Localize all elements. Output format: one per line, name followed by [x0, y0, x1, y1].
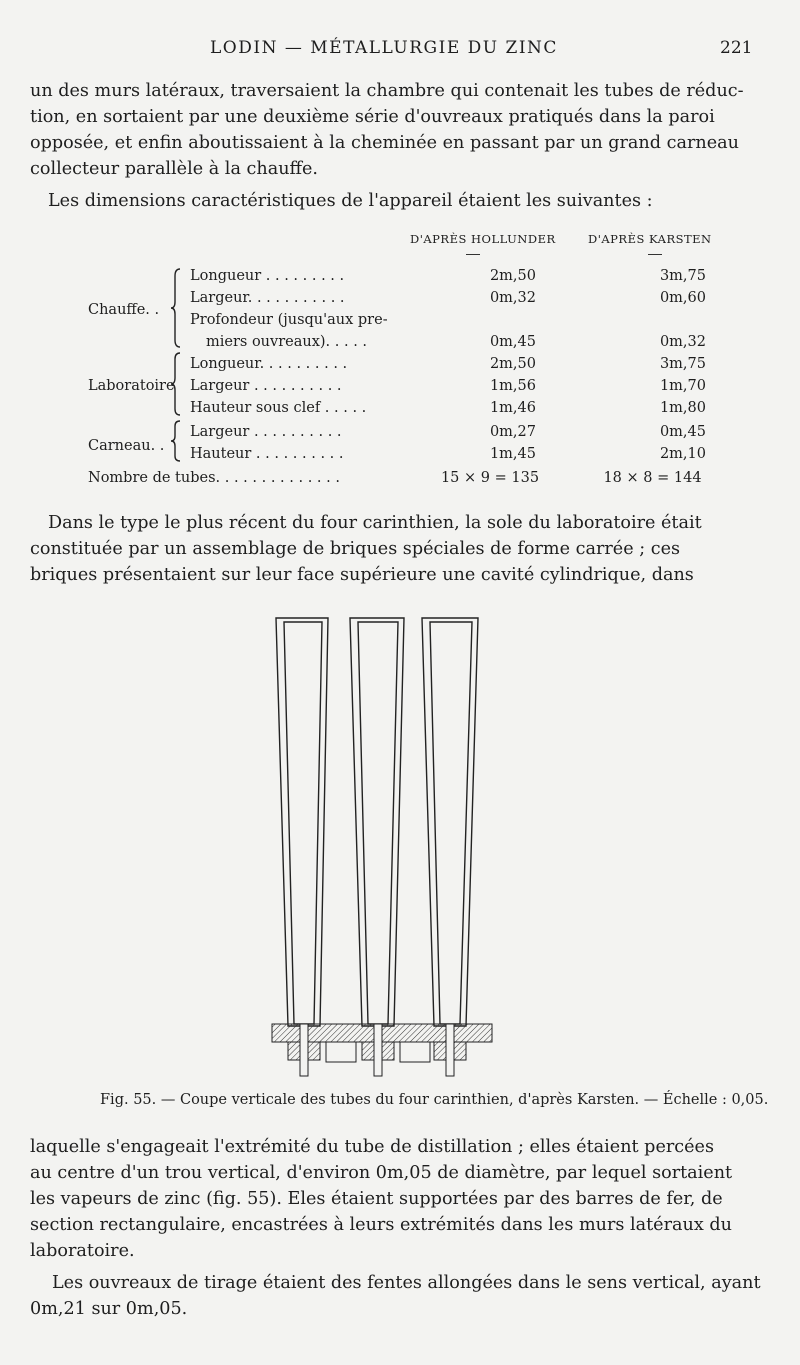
value-hollunder: 0m,45: [489, 334, 536, 350]
running-title: LODIN — MÉTALLURGIE DU ZINC: [210, 38, 558, 58]
text-line: tion, en sortaient par une deuxième série d'ouvreaux pratiqués dans la paroi: [30, 107, 715, 127]
value-karsten: 3m,75: [659, 268, 706, 284]
text-line: au centre d'un trou vertical, d'environ 0m,05 de diamètre, par lequel sortaient: [30, 1163, 733, 1183]
text-line: laboratoire.: [30, 1241, 135, 1261]
table-row: [0, 378, 800, 398]
value-karsten: 3m,75: [659, 356, 706, 372]
group-label-chauffe: Chauffe. .: [88, 302, 160, 318]
tubes-drawing: [276, 618, 478, 1026]
paragraph-1: [30, 78, 760, 182]
text-line: Les dimensions caractéristiques de l'appareil étaient les suivantes :: [48, 191, 653, 211]
row-label: Largeur . . . . . . . . . .: [190, 424, 342, 440]
figure-55-tubes-section: [270, 616, 500, 1078]
value-hollunder: 1m,56: [489, 378, 536, 394]
row-label: miers ouvreaux). . . . .: [206, 334, 368, 350]
text-line: opposée, et enfin aboutissaient à la cheminée en passant par un grand carneau: [30, 133, 739, 153]
table-row-total: [0, 470, 800, 490]
text-line: un des murs latéraux, traversaient la chambre qui contenait les tubes de réduc-: [30, 81, 744, 101]
table-row: [0, 446, 800, 466]
value-karsten: 1m,70: [659, 378, 706, 394]
value-karsten: 0m,60: [659, 290, 706, 306]
column-divider-dash: [648, 254, 662, 255]
value-karsten: 0m,45: [659, 424, 706, 440]
text-line: collecteur parallèle à la chauffe.: [30, 159, 319, 179]
text-line: les vapeurs de zinc (fig. 55). Eles étaient supportées par des barres de fer, de: [30, 1189, 723, 1209]
table-column-headers: [0, 232, 800, 252]
text-line: Les ouvreaux de tirage étaient des fentes allongées dans le sens vertical, ayant: [52, 1273, 761, 1293]
row-label: Longueur . . . . . . . . .: [190, 268, 345, 284]
column-header-hollunder: D'APRÈS HOLLUNDER: [410, 232, 556, 246]
group-label-carneau: Carneau. .: [88, 438, 165, 454]
row-label: Longueur. . . . . . . . . .: [190, 356, 348, 372]
column-divider-dash: [466, 254, 480, 255]
value-hollunder: 1m,46: [489, 400, 536, 416]
paragraph-2: [48, 188, 778, 214]
table-row: [0, 290, 800, 310]
table-row: [0, 268, 800, 288]
table-row: [0, 334, 800, 354]
value-hollunder: 1m,45: [489, 446, 536, 462]
table-row: [0, 356, 800, 376]
dimensions-table: [0, 266, 800, 496]
value-hollunder: 0m,32: [489, 290, 536, 306]
table-row: [0, 424, 800, 444]
table-row: [0, 312, 800, 332]
page-number: 221: [720, 38, 753, 58]
text-line: briques présentaient sur leur face supérieure une cavité cylindrique, dans: [30, 565, 694, 585]
total-label: Nombre de tubes. . . . . . . . . . . . . .: [88, 470, 340, 486]
row-label: Hauteur . . . . . . . . . .: [190, 446, 344, 462]
paragraph-3: [30, 510, 760, 588]
value-karsten: 2m,10: [659, 446, 706, 462]
value-karsten: 0m,32: [659, 334, 706, 350]
text-line: laquelle s'engageait l'extrémité du tube de distillation ; elles étaient percées: [30, 1137, 714, 1157]
total-hollunder: 15 × 9 = 135: [440, 470, 540, 486]
brick-sole: [272, 1024, 492, 1076]
column-header-karsten: D'APRÈS KARSTEN: [588, 232, 712, 246]
total-karsten: 18 × 8 = 144: [603, 470, 702, 486]
running-header: [0, 38, 800, 62]
row-label: Profondeur (jusqu'aux pre-: [190, 312, 388, 328]
text-line: constituée par un assemblage de briques spéciales de forme carrée ; ces: [30, 539, 681, 559]
value-hollunder: 0m,27: [489, 424, 536, 440]
paragraph-5: [30, 1270, 760, 1322]
figure-caption: Fig. 55. — Coupe verticale des tubes du four carinthien, d'après Karsten. — Échelle : 0,05.: [100, 1092, 769, 1108]
row-label: Largeur. . . . . . . . . . .: [190, 290, 345, 306]
row-label: Largeur . . . . . . . . . .: [190, 378, 342, 394]
group-label-laboratoire: Laboratoire: [88, 378, 175, 394]
text-line: 0m,21 sur 0m,05.: [30, 1299, 188, 1319]
table-row: [0, 400, 800, 420]
row-label: Hauteur sous clef . . . . .: [190, 400, 367, 416]
value-hollunder: 2m,50: [489, 356, 536, 372]
value-karsten: 1m,80: [659, 400, 706, 416]
value-hollunder: 2m,50: [489, 268, 536, 284]
text-line: section rectangulaire, encastrées à leurs extrémités dans les murs latéraux du: [30, 1215, 732, 1235]
paragraph-4: [30, 1134, 760, 1264]
text-line: Dans le type le plus récent du four carinthien, la sole du laboratoire était: [48, 513, 702, 533]
